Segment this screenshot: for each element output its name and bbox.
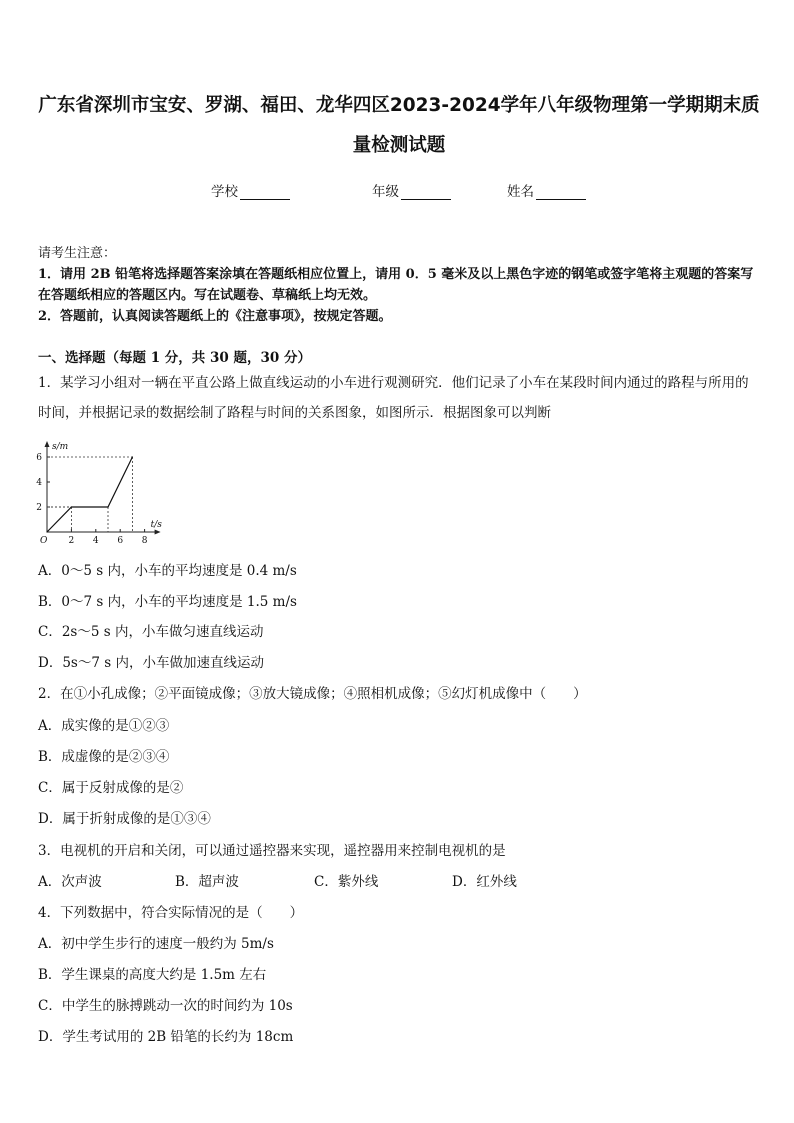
name-blank[interactable] xyxy=(536,185,586,200)
question-2-option-d[interactable]: D．属于折射成像的是①③④ xyxy=(38,811,211,827)
grade-field[interactable] xyxy=(372,180,451,200)
x-tick-label: 2 xyxy=(68,536,75,546)
question-1-option-b[interactable]: B．0～7 s 内，小车的平均速度是 1.5 m/s xyxy=(38,594,297,610)
name-field[interactable] xyxy=(507,180,586,200)
question-3-option-d[interactable]: D．红外线 xyxy=(452,874,517,890)
question-3-option-b[interactable]: B．超声波 xyxy=(175,874,239,890)
question-3-stem: 3．电视机的开启和关闭，可以通过遥控器来实现，遥控器用来控制电视机的是 xyxy=(38,843,506,859)
section-heading: 一、选择题（每题 1 分，共 30 题，30 分） xyxy=(38,350,311,366)
y-tick-label: 6 xyxy=(36,453,42,463)
question-4-option-a[interactable]: A．初中学生步行的速度一般约为 5m/s xyxy=(38,936,274,952)
grade-label: 年级 xyxy=(372,184,399,200)
notice-item: 2．答题前，认真阅读答题纸上的《注意事项》，按规定答题。 xyxy=(38,309,392,324)
y-axis-arrow xyxy=(45,441,50,447)
data-point xyxy=(107,506,108,507)
x-tick-label: 4 xyxy=(92,536,99,546)
question-4-option-d[interactable]: D．学生考试用的 2B 铅笔的长约为 18cm xyxy=(38,1029,294,1045)
question-4-option-b[interactable]: B．学生课桌的高度大约是 1.5m 左右 xyxy=(38,967,267,983)
question-3-option-c[interactable]: C．紫外线 xyxy=(314,874,379,890)
data-point xyxy=(132,456,133,457)
chart-axes xyxy=(45,441,161,535)
question-3-option-a[interactable]: A．次声波 xyxy=(38,874,102,890)
x-axis-label: t/s xyxy=(150,520,162,530)
data-point xyxy=(46,531,47,532)
question-2-option-b[interactable]: B．成虚像的是②③④ xyxy=(38,749,170,765)
series-line xyxy=(47,457,132,532)
question-2-option-c[interactable]: C．属于反射成像的是② xyxy=(38,780,184,796)
school-label: 学校 xyxy=(211,184,238,200)
origin-label: O xyxy=(40,536,48,546)
distance-time-graph xyxy=(32,438,192,548)
student-info-row xyxy=(0,180,794,202)
question-4-option-c[interactable]: C．中学生的脉搏跳动一次的时间约为 10s xyxy=(38,998,293,1014)
y-tick-label: 4 xyxy=(36,478,42,488)
data-point xyxy=(71,506,72,507)
notice-block xyxy=(38,243,760,327)
chart-guides xyxy=(47,457,132,532)
name-label: 姓名 xyxy=(507,184,534,200)
notice-heading: 请考生注意： xyxy=(38,246,117,261)
notice-item: 1．请用 2B 铅笔将选择题答案涂填在答题纸相应位置上，请用 0．5 毫米及以上黑色字迹的钢笔或签字笔将主观题的答案写在答题纸相应的答题区内。写在试题卷、草稿纸上均无效。 xyxy=(38,267,754,303)
exam-title: 广东省深圳市宝安、罗湖、福田、龙华四区2023-2024学年八年级物理第一学期期末质量检测试题 xyxy=(38,95,760,156)
question-1-option-d[interactable]: D．5s～7 s 内，小车做加速直线运动 xyxy=(38,655,264,671)
question-4-stem: 4．下列数据中，符合实际情况的是（ ） xyxy=(38,905,304,921)
x-tick-label: 6 xyxy=(117,536,124,546)
question-1-stem: 1．某学习小组对一辆在平直公路上做直线运动的小车进行观测研究．他们记录了小车在某段时间内通过的路程与所用的时间，并根据记录的数据绘制了路程与时间的关系图象，如图所示．根据图象可以判断 xyxy=(38,375,749,421)
question-2-option-a[interactable]: A．成实像的是①②③ xyxy=(38,718,170,734)
x-axis-arrow xyxy=(155,530,161,535)
question-1-option-a[interactable]: A．0～5 s 内，小车的平均速度是 0.4 m/s xyxy=(38,563,297,579)
grade-blank[interactable] xyxy=(401,185,451,200)
chart-series xyxy=(46,456,133,532)
question-2-stem: 2．在①小孔成像；②平面镜成像；③放大镜成像；④照相机成像；⑤幻灯机成像中（ ） xyxy=(38,686,587,702)
school-blank[interactable] xyxy=(240,185,290,200)
x-tick-label: 8 xyxy=(141,536,148,546)
question-1-option-c[interactable]: C．2s～5 s 内，小车做匀速直线运动 xyxy=(38,624,264,640)
y-axis-label: s/m xyxy=(52,442,69,452)
y-tick-label: 2 xyxy=(36,503,42,513)
school-field[interactable] xyxy=(211,180,290,200)
question-3-options xyxy=(38,872,760,892)
chart-labels xyxy=(36,442,162,546)
